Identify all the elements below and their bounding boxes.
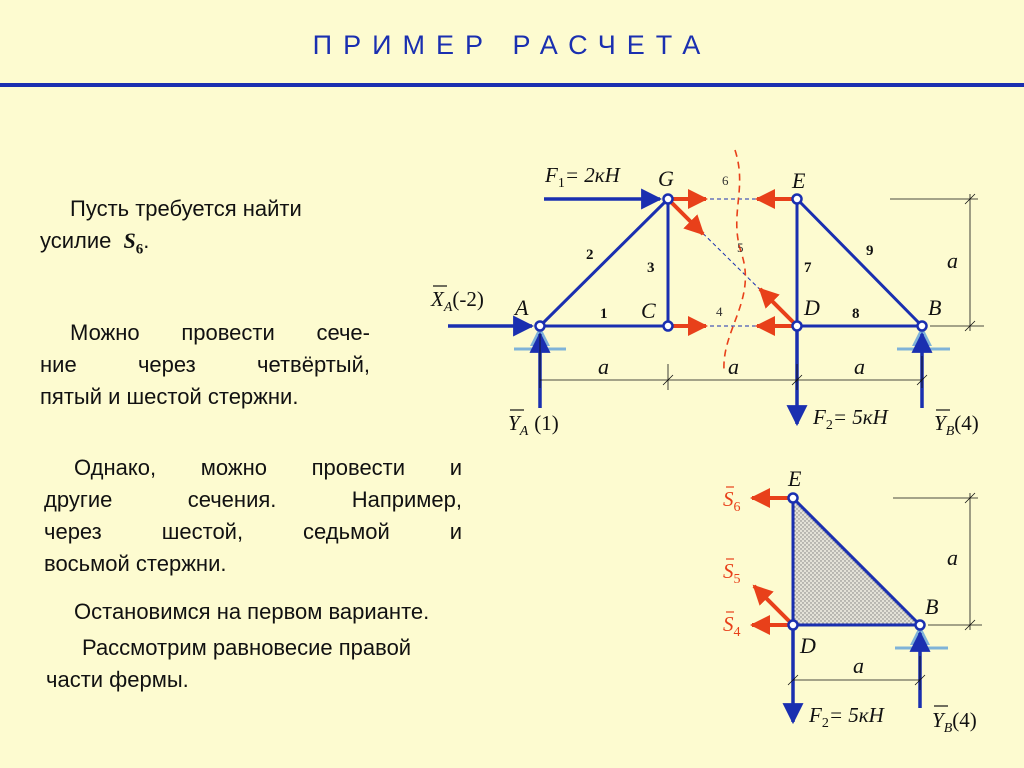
label-node-d: D [804, 295, 820, 320]
p1-line1: Пусть требуется найти [70, 196, 302, 221]
label-node-g: G [658, 166, 674, 191]
p2-line3: пятый и шестой стержни. [40, 384, 299, 409]
part-label-dim-a-bottom: a [853, 653, 864, 678]
node-g [664, 195, 673, 204]
force-s5-right [760, 289, 797, 326]
label-f2: $F_2= 5кН$ [813, 405, 888, 433]
part-label-dim-a-right: a [947, 545, 958, 570]
p1-prefix: усилие [40, 228, 112, 253]
label-member-3: 3 [647, 260, 655, 276]
part-node-e [789, 494, 798, 503]
force-s5-left [668, 199, 703, 234]
p3-line2: другие сечения. Например, [44, 487, 462, 512]
part-force-s5 [754, 586, 793, 625]
node-d [793, 322, 802, 331]
label-member-8: 8 [852, 306, 860, 322]
label-node-e: E [792, 168, 806, 193]
p2-line1: Можно провести сече- [70, 320, 370, 345]
part-label-f2: $F_2= 5кН$ [809, 703, 884, 731]
node-c [664, 322, 673, 331]
label-ya: $Y_A$ (1) [508, 411, 559, 439]
part-label-node-b: B [925, 594, 939, 619]
part-label-yb: $Y_B(4)$ [932, 708, 977, 736]
label-node-c: C [641, 298, 656, 323]
node-a [536, 322, 545, 331]
label-member-2: 2 [586, 247, 594, 263]
p3-line4: восьмой стержни. [44, 551, 227, 576]
page-title: ПРИМЕР РАСЧЕТА [312, 30, 712, 60]
part-label-node-d: D [800, 633, 816, 658]
label-member-9: 9 [866, 243, 874, 259]
label-yb: $Y_B(4)$ [934, 411, 979, 439]
label-member-7: 7 [804, 260, 812, 276]
label-xa: $X_A(-2)$ [431, 287, 484, 315]
label-member-6: 6 [722, 173, 729, 188]
p3-line3: через шестой, седьмой и [44, 519, 462, 544]
part-label-s4: $S_4$ [723, 612, 741, 640]
label-dim-a-2: a [728, 354, 739, 379]
part-node-d [789, 621, 798, 630]
label-node-a: A [515, 295, 529, 320]
p1-suffix: . [143, 228, 150, 253]
label-node-b: B [928, 295, 942, 320]
label-dim-a-3: a [854, 354, 865, 379]
label-member-4: 4 [716, 304, 723, 319]
p1-symbol-sub: 6 [135, 241, 144, 258]
part-label-node-e: E [788, 466, 802, 491]
node-e [793, 195, 802, 204]
p2-line2: ние через четвёртый, [40, 352, 370, 377]
part-node-b [916, 621, 925, 630]
label-member-1: 1 [600, 306, 608, 322]
label-member-5: 5 [737, 240, 744, 255]
part-label-s5: $S_5$ [723, 559, 741, 587]
node-b [918, 322, 927, 331]
right-part-diagram [723, 466, 982, 736]
p1-symbol: S [123, 228, 136, 253]
full-truss [430, 150, 984, 439]
p4-line: Остановимся на первом варианте. [74, 599, 430, 624]
label-dim-a-right: a [947, 248, 958, 273]
label-f1: $F_1= 2кН$ [545, 163, 620, 191]
label-dim-a-1: a [598, 354, 609, 379]
p5-line1: Рассмотрим равновесие правой [82, 635, 412, 660]
part-label-s6: $S_6$ [723, 487, 741, 515]
p5-line2: части фермы. [46, 667, 189, 692]
p3-line1: Однако, можно провести и [74, 455, 462, 480]
